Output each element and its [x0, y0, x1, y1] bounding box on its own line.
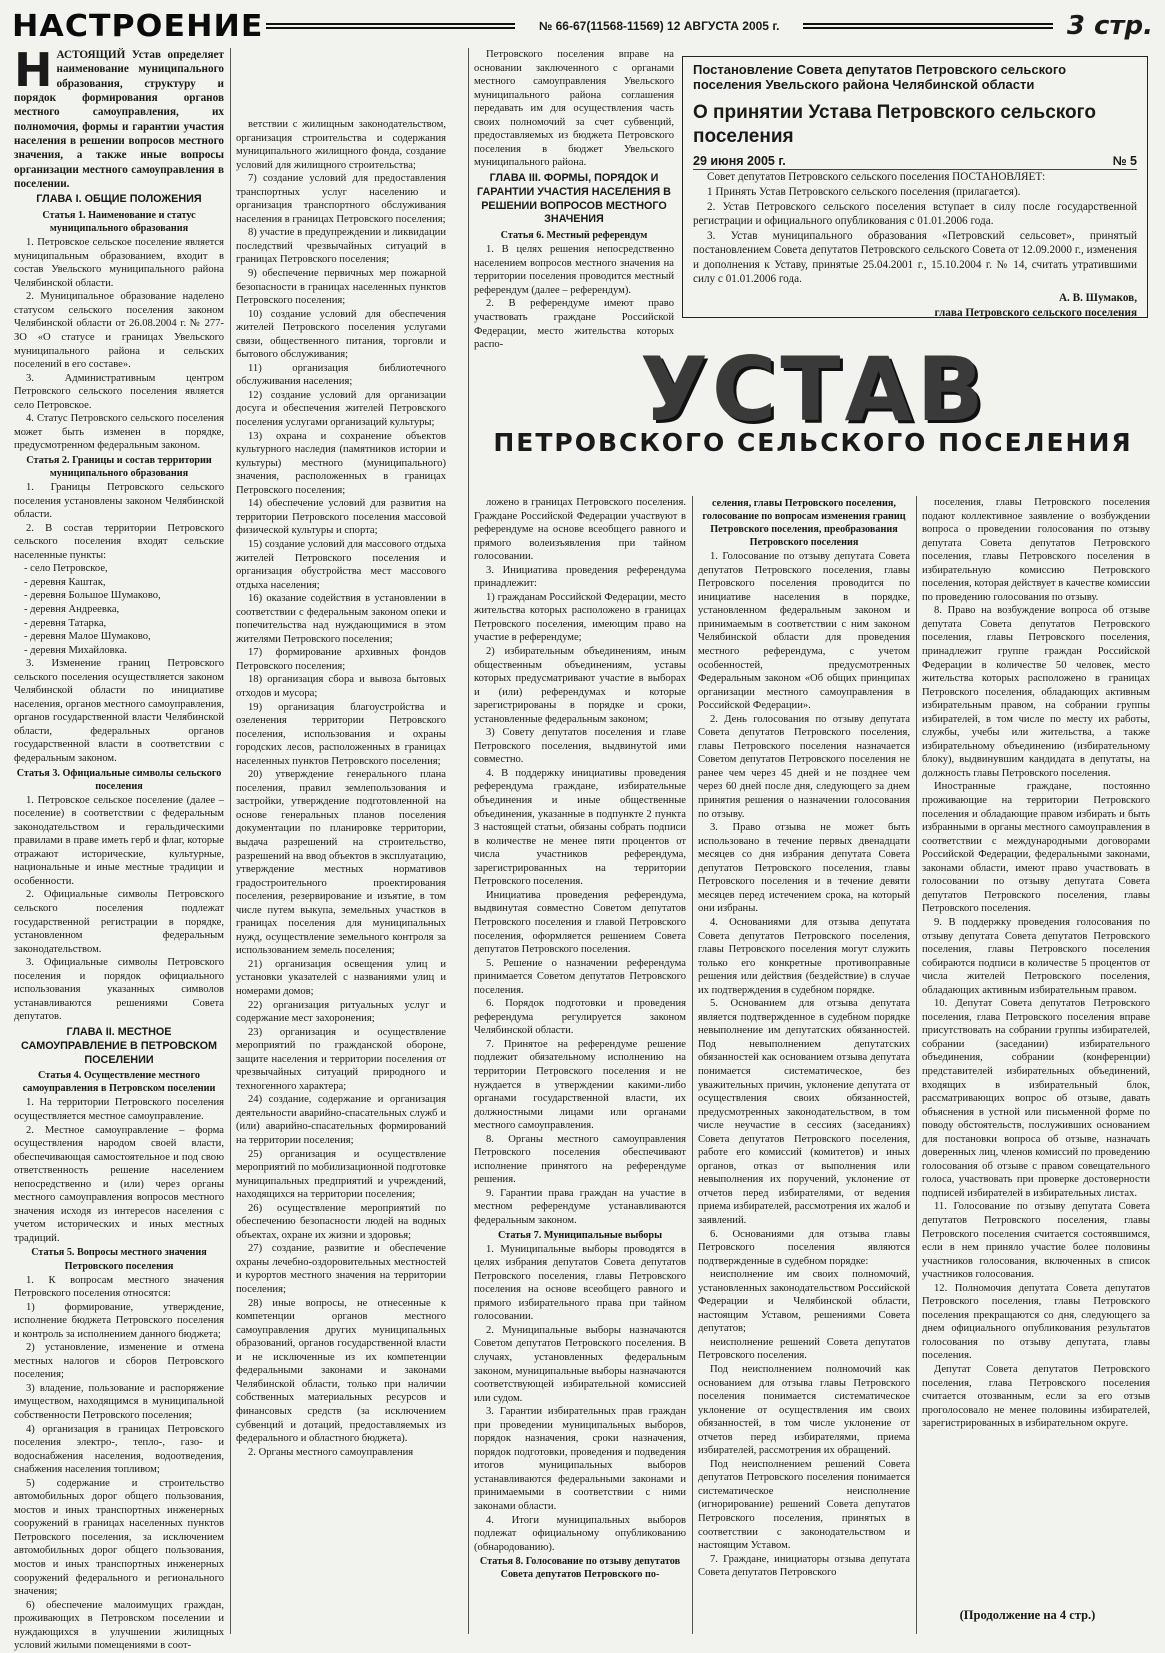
paragraph: 3. Гарантии избирательных прав граждан при проведении муниципальных выборов, порядок назначения, сроки назначения, порядок подготовки, проведения и подведения итогов муниципальных выборов устанавливаются федеральными законами и принимаемыми в соответствии с ними законами области.: [474, 1406, 686, 1512]
village-item: - деревня Михайловка.: [24, 644, 127, 656]
paragraph: 24) создание, содержание и организация деятельности аварийно-спасательных служб и (или) аварийно-спасательных формирований на территории поселения;: [236, 1094, 446, 1147]
issue-info: № 66-67(11568-11569) 12 АВГУСТА 2005 г.: [538, 19, 780, 33]
paragraph: 1. Петровское сельское поселение является муниципальным образованием, входит в состав Увельского муниципального района Челябинской области.: [14, 237, 224, 289]
paragraph: 9. Гарантии права граждан на участие в местном референдуме устанавливаются федеральным законом.: [474, 1187, 686, 1226]
article-1-heading: Статья 1. Наименование и статус муниципального образования: [42, 210, 196, 235]
village-item: - село Петровское,: [24, 563, 108, 575]
paragraph: 2. Органы местного самоуправления: [248, 1446, 414, 1458]
paragraph: 6) обеспечение малоимущих граждан, проживающих в Петровском поселении и нуждающихся в улучшении жилищных условий жилыми помещениями в соот-: [14, 1599, 224, 1652]
decree-paragraph: Совет депутатов Петровского сельского поселения ПОСТАНОВЛЯЕТ:: [707, 171, 1046, 184]
signature: [693, 291, 1137, 321]
column-rule: [692, 496, 693, 1634]
paragraph: 1. Муниципальные выборы проводятся в целях избрания депутатов Совета депутатов Петровского поселения, главы Петровского поселения на основе всеобщего равного и прямого избирательного права при тайном голосовании.: [474, 1243, 686, 1323]
paragraph: Под неисполнением решений Совета депутатов Петровского поселения понимается систематическое неисполнение (игнорирование) решений Совета депутатов Петровского поселения, принятых в соответствии с законодательством и настоящим Уставом.: [698, 1458, 910, 1552]
paragraph: Инициатива проведения референдума, выдвинутая совместно Советом депутатов Петровского поселения и главой Петровского поселения, оформляется решением Совета депутатов Петровского поселения.: [474, 889, 686, 956]
paragraph: 25) организация и осуществление мероприятий по мобилизационной подготовке муниципальных предприятий и учреждений, находящихся на территории поселения;: [236, 1148, 446, 1201]
paragraph: 8. Право на возбуждение вопроса об отзыве депутата Совета депутатов Петровского поселения, главы Петровского поселения, принадлежит группе граждан Российской Федерации в количестве 50 человек, место жительства которых расположено в границах Петровского поселения, обладающих активным избирательным правом, на собрании группы избирателей, в том числе по месту их работы, службы, учебы или жительства, а также избирательному объединению (избирательному блоку), выдвинувшим кандидата в депутаты, на должность главы Петровского поселения.: [922, 605, 1150, 779]
signer-title: глава Петровского сельского поселения: [934, 306, 1137, 319]
article-4-heading: Статья 4. Осуществление местного самоуправления в Петровском поселении: [22, 1070, 216, 1095]
paragraph: 9) обеспечение первичных мер пожарной безопасности в границах населенных пунктов Петровского поселения;: [236, 268, 446, 307]
paragraph: 6. Порядок подготовки и проведения референдума регулируется законом Челябинской области.: [474, 998, 686, 1037]
paragraph: 3) Совету депутатов поселения и главе Петровского поселения, выдвинутой ими совместно.: [474, 727, 686, 766]
paragraph: 2. День голосования по отзыву депутата Совета депутатов Петровского поселения, главы Петровского поселения назначается Советом депутатов Петровского поселения не ранее чем через 45 дней и не позднее чем через 60 дней после дня, следующего за днем принятия решения о назначении голосования по отзыву.: [698, 713, 910, 820]
main-title: УСТАВ: [640, 338, 988, 441]
drop-cap: Н: [14, 43, 53, 97]
paragraph: 1. На территории Петровского поселения осуществляется местное самоуправление.: [14, 1097, 224, 1122]
article-8-heading: Статья 8. Голосование по отзыву депутатов Совета депутатов Петровского по-: [479, 1556, 681, 1581]
column-rule: [916, 496, 917, 1634]
village-item: - деревня Большое Шумаково,: [24, 590, 161, 602]
paragraph: 8) участие в предупреждении и ликвидации последствий чрезвычайных ситуаций в границах Петровского поселения;: [236, 227, 446, 266]
paragraph: 10) создание условий для обеспечения жителей Петровского поселения услугами связи, общественного питания, торговли и бытового обслуживания;: [236, 308, 446, 361]
paragraph: 3) владение, пользование и распоряжение имуществом, находящимся в муниципальной собственности Петровского поселения;: [14, 1382, 224, 1422]
decree-title: О принятии Устава Петровского сельского поселения: [693, 101, 1096, 147]
paragraph: 2) избирательным объединениям, иным общественным объединениям, уставы которых предусматривают участие в выборах и (или) референдумах и которые зарегистрированы в порядке и сроки, установленные федеральным законом;: [474, 646, 686, 725]
paragraph: 7. Граждане, инициаторы отзыва депутата Совета депутатов Петровского: [698, 1553, 910, 1579]
paragraph: 26) осуществление мероприятий по обеспечению безопасности людей на водных объектах, охране их жизни и здоровья;: [236, 1202, 446, 1241]
decree-box: [682, 56, 1148, 318]
chapter-1-heading: ГЛАВА I. ОБЩИЕ ПОЛОЖЕНИЯ: [36, 193, 202, 206]
column-4: [698, 496, 910, 1634]
paragraph: 15) создание условий для массового отдыха жителей Петровского поселения и организация обустройства мест массового отдыха населения;: [236, 538, 446, 591]
paragraph: 4. Статус Петровского сельского поселения может быть изменен в порядке, предусмотренном федеральным законом.: [14, 413, 224, 452]
page-number: 3 стр.: [1066, 11, 1153, 41]
paragraph: 18) организация сбора и вывоза бытовых отходов и мусора;: [236, 674, 446, 699]
paragraph: 5. Основанием для отзыва депутата является подтвержденное в судебном порядке невыполнение им депутатских обязанностей. Под невыполнением депутатских обязанностей как основанием отзыва депутата понимается систематическое, без уважительных причин, уклонение депутата от осуществления своих обязанностей, предусмотренных законодательством, в том числе неучастие в сессиях (заседаниях) Совета депутатов Петровского поселения, работе его комиссий (комитетов) и иных органов, отказ от выполнения или невыполнения их поручений, уклонение от отчетов перед избирателями, от ведения приема избирателей, рассмотрения их жалоб и заявлений.: [698, 998, 910, 1226]
paragraph: ветствии с жилищным законодательством, организация строительства и содержания муниципального жилищного фонда, создание условий для жилищного строительства;: [236, 119, 446, 171]
paragraph: 12. Полномочия депутата Совета депутатов Петровского поселения, главы Петровского поселения прекращаются со дня, следующего за днем официального опубликования результатов голосования по отзыву депутата, главы поселения.: [922, 1282, 1150, 1362]
paragraph: 10. Депутат Совета депутатов Петровского поселения, глава Петровского поселения вправе присутствовать на собрании группы избирателей, собрании (заседании) избирательного объединения, собрании (конференции) представителей избирательных объединений, входящих в избирательный блок, рассматривающих вопрос об отзыве, давать объяснения в устной или письменной форме по поводу обстоятельств, послуживших основанием для постановки вопроса об отзыве, назначать доверенных лиц, членов комиссий по проведению голосования об отзыве с правом совещательного голоса, участвовать при проверке достоверности подписей избирателей в избирательных листах.: [922, 998, 1150, 1199]
section-rubric: НАСТРОЕНИЕ: [12, 8, 264, 44]
column-rule: [230, 48, 231, 1634]
paragraph: 2. Официальные символы Петровского сельского поселения подлежат государственной регистрации в порядке, установленном федеральным законодательством.: [14, 889, 224, 955]
decree-paragraph: 2. Устав Петровского сельского поселения вступает в силу после государственной регистрации и официального опубликования с 01.01.2006 года.: [693, 200, 1137, 228]
village-item: - деревня Андреевка,: [24, 603, 120, 615]
paragraph: Петровского поселения вправе на основании заключенного с органами местного самоуправления Увельского муниципального района соглашения передавать им для осуществления часть своих полномочий за счет субвенций, предоставляемых из бюджета Петровского поселения в бюджет Увельского муниципального района.: [474, 49, 674, 169]
paragraph: 13) охрана и сохранение объектов культурного наследия (памятников истории и культуры) местного (муниципального) значения, расположенных в границах Петровского поселения;: [236, 430, 446, 496]
column-3: [474, 496, 686, 1634]
header-rule-right: [803, 23, 1052, 29]
paragraph: 11. Голосование по отзыву депутата Совета депутатов Петровского поселения, главы Петровского поселения считается состоявшимся, если в нем приняло участие более половины участников голосования, включенных в список участников голосования.: [922, 1201, 1150, 1281]
paragraph: 16) оказание содействия в установлении в соответствии с федеральным законом опеки и попечительства над нуждающимися в этом жителями Петровского поселения;: [236, 593, 446, 645]
paragraph: 2. Местное самоуправление – форма осуществления народом своей власти, обеспечивающая самостоятельное и под свою ответственность решение населением непосредственно и (или) через органы местного самоуправления вопросов местного значения исходя из интересов населения с учетом исторических и иных местных традиций.: [14, 1124, 224, 1244]
paragraph: 1. Петровское сельское поселение (далее – поселение) в соответствии с федеральным законодательством и геральдическими правилами в праве иметь герб и флаг, которые отражают исторические, культурные, национальные и иные местные традиции и особенности.: [14, 794, 224, 887]
paragraph: 1) формирование, утверждение, исполнение бюджета Петровского поселения и контроль за исполнением данного бюджета;: [14, 1301, 224, 1340]
article-8-heading-cont: селения, главы Петровского поселения, голосование по вопросам изменения границ Петровского поселения, преобразования Петровского поселения: [702, 498, 906, 549]
paragraph: 7) создание условий для предоставления транспортных услуг населению и организация транспортного обслуживания населения в границах Петровского поселения;: [236, 173, 446, 225]
paragraph: 4. Основаниями для отзыва депутата Совета депутатов Петровского поселения, главы Петровского поселения могут служить только его конкретные противоправные решения или действия (бездействие) в случае их подтверждения в судебном порядке.: [698, 916, 910, 996]
paragraph: Депутат Совета депутатов Петровского поселения, глава Петровского поселения считается отозванным, если за его отзыв проголосовало не менее половины избирателей, зарегистрированных в избирательном округе.: [922, 1364, 1150, 1430]
paragraph: 7. Принятое на референдуме решение подлежит обязательному исполнению на территории Петровского поселения и не нуждается в утверждении какими-либо органами государственной власти, их должностными лицами или органами местного самоуправления.: [474, 1038, 686, 1132]
decree-meta: [693, 154, 1137, 170]
village-item: - деревня Каштак,: [24, 576, 106, 588]
paragraph: 11) организация библиотечного обслуживания населения;: [236, 362, 446, 388]
intro-text: АСТОЯЩИЙ Устав определяет наименование муниципального образования, структуру и порядок формирования органов местного самоуправления, их полномочия, формы и гарантии участия населения в решении вопросов местного значения, а также иные вопросы организации местного самоуправления в поселении.: [14, 49, 224, 190]
paragraph: 6. Основаниями для отзыва главы Петровского поселения являются подтвержденные в судебном порядке:: [698, 1228, 910, 1267]
paragraph: 5. Решение о назначении референдума принимается Советом депутатов Петровского поселения.: [474, 957, 686, 996]
paragraph: поселения, главы Петровского поселения подают коллективное заявление о возбуждении вопроса о проведении голосования по отзыву депутата Совета депутатов Петровского поселения, главы Петровского поселения в избирательную комиссию Петровского поселения, которая действует в качестве комиссии по проведению голосования по отзыву.: [922, 497, 1150, 603]
paragraph: 1. Границы Петровского сельского поселения установлены законом Челябинской области.: [14, 482, 224, 521]
paragraph: 2. В состав территории Петровского сельского поселения входят сельские населенные пункты:: [14, 522, 224, 561]
paragraph: 3. Официальные символы Петровского поселения и порядок официального использования указанных символов устанавливаются решениями Совета депутатов.: [14, 957, 224, 1023]
paragraph: 20) утверждение генерального плана поселения, правил землепользования и застройки, утверждение подготовленной на основе генеральных планов поселения документации по планировке территории, выдача разрешений на строительство, разрешений на ввод объектов в эксплуатацию, утверждение местных нормативов градостроительного проектирования поселения, резервирование и изъятие, в том числе путем выкупа, земельных участков в границах поселения для муниципальных нужд, осуществление земельного контроля за использованием земель поселения;: [236, 769, 446, 957]
paragraph: 5) содержание и строительство автомобильных дорог общего пользования, мостов и иных транспортных инженерных сооружений в границах населенных пунктов Петровского поселения, за исключением автомобильных дорог общего пользования, мостов и иных транспортных инженерных сооружений федерального и регионального значения;: [14, 1477, 224, 1598]
paragraph: неисполнение решений Совета депутатов Петровского поселения.: [698, 1336, 910, 1362]
paragraph: 9. В поддержку проведения голосования по отзыву депутата Совета депутатов Петровского поселения, главы Петровского поселения собираются подписи в количестве 5 процентов от числа жителей Петровского поселения, обладающих активным избирательным правом.: [922, 916, 1150, 996]
paragraph: 4. Итоги муниципальных выборов подлежат официальному опубликованию (обнародованию).: [474, 1514, 686, 1553]
article-5-heading: Статья 5. Вопросы местного значения Петровского поселения: [31, 1247, 207, 1272]
column-3-top: [474, 48, 674, 351]
paragraph: 2) установление, изменение и отмена местных налогов и сборов Петровского поселения;: [14, 1342, 224, 1381]
paragraph: 2. Муниципальное образование наделено статусом сельского поселения законом Челябинской области от 26.08.2004 г. № 277-ЗО «О статусе и границах Увельского муниципального района и сельских поселений в его составе».: [14, 291, 224, 371]
column-2: [236, 118, 446, 1634]
paragraph: 22) организация ритуальных услуг и содержание мест захоронения;: [236, 999, 446, 1025]
paragraph: 1) гражданам Российской Федерации, место жительства которых расположено в границах Петровского поселения, имеющим право на участие в референдуме;: [474, 591, 686, 644]
article-2-heading: Статья 2. Границы и состав территории муниципального образования: [26, 454, 212, 479]
intro-paragraph: [14, 43, 224, 191]
column-5: [922, 496, 1150, 1604]
paragraph: 28) иные вопросы, не отнесенные к компетенции органов местного самоуправления других муниципальных образований, органов государственной власти и не исключенные из их компетенции федеральными законами и законами Челябинской области, только при наличии собственных материальных ресурсов и финансовых средств (за исключением субвенций и дотаций, предоставляемых из федерального и областного бюджета).: [236, 1297, 446, 1445]
paragraph: 1. К вопросам местного значения Петровского поселения относятся:: [14, 1274, 224, 1300]
paragraph: 3. Административным центром Петровского сельского поселения является село Петровское.: [14, 372, 224, 411]
paragraph: 1. Голосование по отзыву депутата Совета депутатов Петровского поселения, главы Петровского поселения проводится по инициативе населения в порядке, установленном федеральным законом и принимаемым в соответствии с ним законом Челябинской области для проведения местного референдума, с учетом особенностей, предусмотренных Федеральным законом «Об общих принципах организации местного самоуправления в Российской Федерации».: [698, 551, 910, 712]
article-3-heading: Статья 3. Официальные символы сельского поселения: [16, 767, 222, 792]
decree-number: № 5: [1112, 154, 1137, 169]
paragraph: 19) организация благоустройства и озеленения территории Петровского поселения, использования и охраны городских лесов, расположенных в границах населенных пунктов Петровского поселения;: [236, 701, 446, 767]
column-1: [14, 43, 224, 1652]
paragraph: 12) создание условий для организации досуга и обеспечения жителей Петровского поселения услугами организаций культуры;: [236, 389, 446, 429]
header-rule: [266, 23, 515, 29]
continued-note: (Продолжение на 4 стр.): [959, 1608, 1096, 1622]
paragraph: 4. В поддержку инициативы проведения референдума граждане, избирательные объединения и иные общественные объединения, указанные в подпункте 2 пункта 3 настоящей статьи, обязаны собрать подписи в количестве не менее пяти процентов от числа участников референдума, зарегистрированных на территории Петровского поселения.: [474, 767, 686, 888]
paragraph: 23) организация и осуществление мероприятий по гражданской обороне, защите населения и территории поселения от чрезвычайных ситуаций природного и техногенного характера;: [236, 1026, 446, 1092]
decree-date: 29 июня 2005 г.: [693, 154, 786, 169]
decree-paragraph: 1 Принять Устав Петровского сельского поселения (прилагается).: [707, 185, 1021, 198]
village-item: - деревня Малое Шумаково,: [24, 631, 151, 643]
paragraph: 3. Изменение границ Петровского сельского поселения осуществляется законом Челябинской области по инициативе населения, органов местного самоуправления, органов государственной власти Челябинской области, федеральных органов государственной власти в соответствии с федеральным законом.: [14, 658, 224, 764]
paragraph: 1. В целях решения непосредственно населением вопросов местного значения на территории поселения проводится местный референдум (далее – референдум).: [474, 244, 674, 296]
paragraph: 2. Муниципальные выборы назначаются Советом депутатов Петровского поселения. В случаях, установленных федеральным законом, муниципальные выборы назначаются соответствующей избирательной комиссией или судом.: [474, 1324, 686, 1404]
village-item: - деревня Татарка,: [24, 617, 107, 629]
chapter-2-heading: ГЛАВА II. МЕСТНОЕ САМОУПРАВЛЕНИЕ В ПЕТРОВСКОМ ПОСЕЛЕНИИ: [20, 1025, 217, 1066]
paragraph: Под неисполнением полномочий как основанием для отзыва главы Петровского поселения понимается систематическое уклонение от осуществления им своих обязанностей, в том числе уклонение от отчетов перед избирателями, приема избирателей, рассмотрения их обращений.: [698, 1364, 910, 1457]
decree-paragraph: 3. Устав муниципального образования «Петровский сельсовет», принятый постановлением Совета депутатов Петровского сельского Совета от 12.09.2000 г., изменения и дополнения к Уставу, принятые 25.04.2001 г., 15.10.2004 г. № 14, считать утратившими силу с 01.01.2006 года.: [693, 229, 1137, 286]
article-7-heading: Статья 7. Муниципальные выборы: [497, 1229, 663, 1241]
paragraph: 21) организация освещения улиц и установки указателей с названиями улиц и номерами домов;: [236, 958, 446, 997]
sub-title: ПЕТРОВСКОГО СЕЛЬСКОГО ПОСЕЛЕНИЯ: [493, 428, 1133, 457]
paragraph: 4) организация в границах Петровского поселения электро-, тепло-, газо- и водоснабжения населения, водоотведения, снабжения населения топливом;: [14, 1423, 224, 1476]
paragraph: 3. Инициатива проведения референдума принадлежит:: [474, 564, 686, 590]
paragraph: неисполнение им своих полномочий, установленных законодательством Российской Федерации и Челябинской области, настоящим Уставом, решениями Совета депутатов;: [698, 1269, 910, 1335]
paragraph: 8. Органы местного самоуправления Петровского поселения обеспечивают исполнение принятого на референдуме решения.: [474, 1133, 686, 1186]
signer-name: А. В. Шумаков,: [1058, 291, 1137, 304]
chapter-3-heading: ГЛАВА III. ФОРМЫ, ПОРЯДОК И ГАРАНТИИ УЧАСТИЯ НАСЕЛЕНИЯ В РЕШЕНИИ ВОПРОСОВ МЕСТНОГО ЗНАЧЕНИЯ: [477, 171, 671, 226]
column-rule: [468, 48, 469, 1634]
paragraph: 17) формирование архивных фондов Петровского поселения;: [236, 647, 446, 672]
paragraph: ложено в границах Петровского поселения. Граждане Российской Федерации участвуют в референдуме на основе всеобщего равного и прямого волеизъявления при тайном голосовании.: [474, 497, 686, 563]
decree-heading: Постановление Совета депутатов Петровского сельского поселения Увельского района Челябинской области: [693, 62, 1067, 92]
article-6-heading: Статья 6. Местный референдум: [500, 230, 648, 242]
paragraph: 2. В референдуме имеют право участвовать граждане Российской Федерации, место жительства которых распо-: [474, 298, 674, 351]
paragraph: Иностранные граждане, постоянно проживающие на территории Петровского поселения и обладающие правом избирать и быть избранными в органы местного самоуправления в соответствии с международными договорами Российской Федерации, федеральными законами, законами области, имеют право участвовать в голосовании по отзыву депутата Совета депутатов Петровского поселения, главы Петровского поселения.: [922, 781, 1150, 915]
masthead: [12, 6, 1153, 46]
paragraph: 27) создание, развитие и обеспечение охраны лечебно-оздоровительных местностей и курортов местного значения на территории поселения;: [236, 1243, 446, 1296]
paragraph: 14) обеспечение условий для развития на территории Петровского поселения массовой физической культуры и спорта;: [236, 498, 446, 537]
paragraph: 3. Право отзыва не может быть использовано в течение первых двенадцати месяцев со дня избрания депутата Совета депутатов Петровского поселения, главы Петровского поселения и в течение девяти месяцев перед истечением срока, на который они избраны.: [698, 822, 910, 915]
